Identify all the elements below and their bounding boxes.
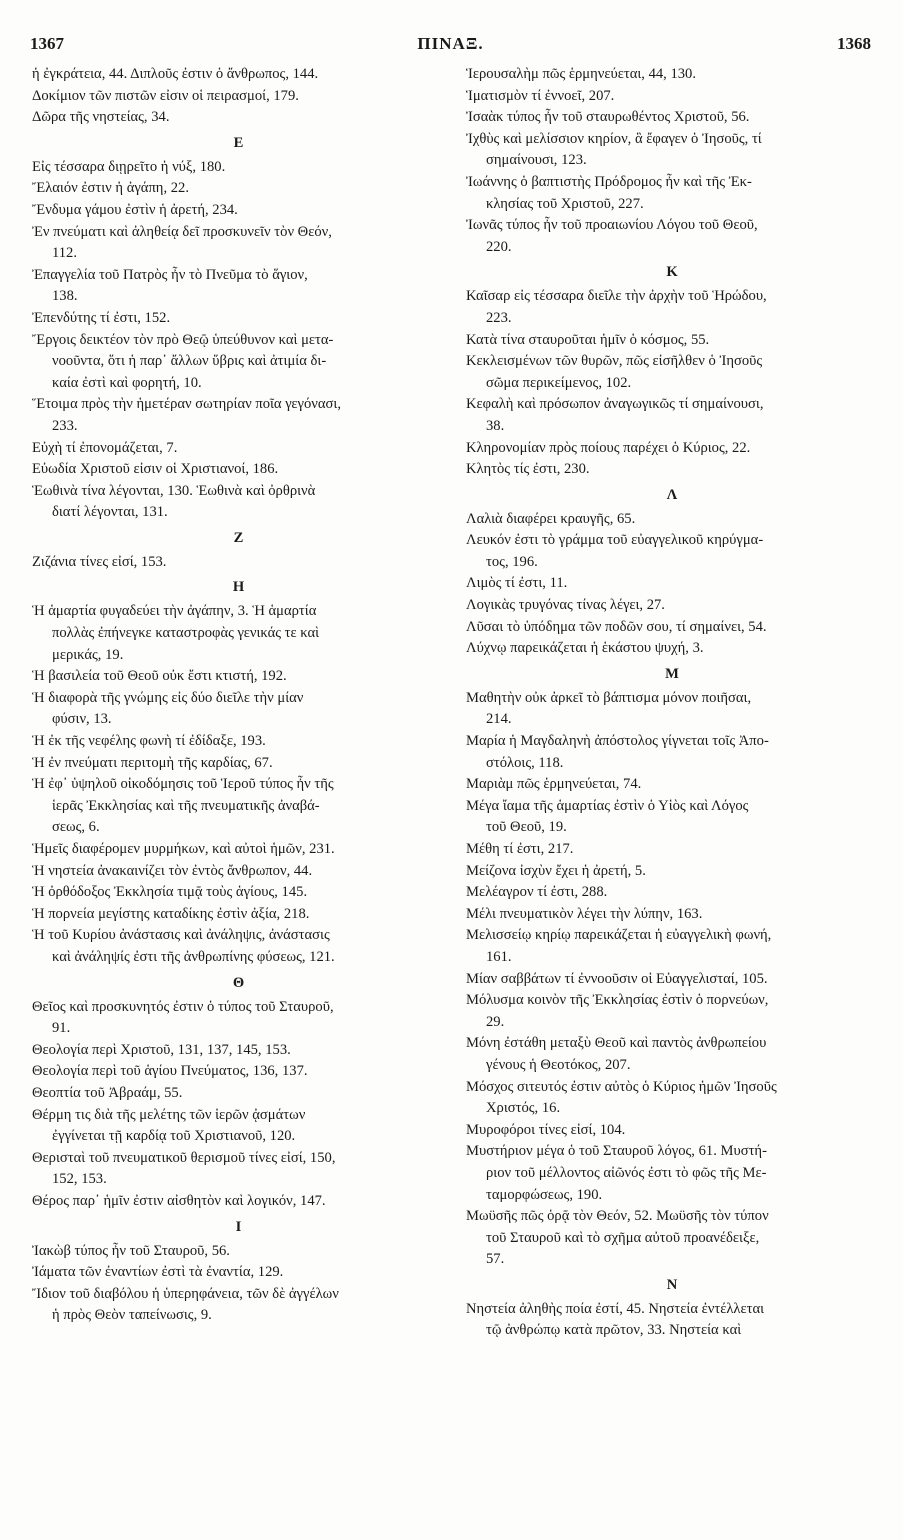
index-entry-continuation: τῷ ἀνθρώπῳ κατὰ πρῶτον, 33. Νηστεία καὶ (486, 1322, 742, 1339)
section-letter: Ν (666, 1276, 678, 1293)
index-entry-continuation: 112. (52, 245, 77, 262)
index-entry: Ἱερουσαλὴμ πῶς ἑρμηνεύεται, 44, 130. (466, 66, 697, 82)
index-entry: Ἐν πνεύματι καὶ ἀληθείᾳ δεῖ προσκυνεῖν τὸν Θεόν, (32, 223, 332, 240)
section-letter: Λ (666, 486, 678, 503)
left-column (32, 64, 445, 1534)
page-header (30, 34, 871, 58)
index-entry: ἡ ἐγκράτεια, 44. Διπλοῦς ἐστιν ὁ ἄνθρωπος, 144. (32, 66, 319, 82)
index-entry-continuation: ἡ πρὸς Θεὸν ταπείνωσις, 9. (52, 1307, 212, 1324)
index-entry: Θεολογία περὶ Χριστοῦ, 131, 137, 145, 153. (32, 1041, 291, 1058)
index-entry: Μυστήριον μέγα ὁ τοῦ Σταυροῦ λόγος, 61. Μυστή- (466, 1143, 767, 1160)
index-entry-continuation: ἐγγίνεται τῇ καρδίᾳ τοῦ Χριστιανοῦ, 120. (52, 1128, 296, 1145)
index-entry: Δῶρα τῆς νηστείας, 34. (32, 109, 170, 126)
index-entry: Θέρμη τις διὰ τῆς μελέτης τῶν ἱερῶν ᾀσμάτων (32, 1106, 306, 1123)
index-entry-continuation: 57. (486, 1251, 505, 1268)
index-entry: Μελισσείῳ κηρίῳ παρεικάζεται ἡ εὐαγγελικὴ φωνή, (466, 927, 772, 944)
index-entry-continuation: τοῦ Θεοῦ, 19. (486, 819, 567, 836)
index-entry: Ζιζάνια τίνες εἰσί, 153. (32, 553, 167, 570)
index-entry-continuation: 214. (486, 711, 512, 728)
index-entry: Ἔλαιόν ἐστιν ἡ ἀγάπη, 22. (32, 180, 189, 197)
index-entry: Λευκόν ἐστι τὸ γράμμα τοῦ εὐαγγελικοῦ κηρύγμα- (466, 532, 764, 549)
index-entry-continuation: καία ἐστὶ καὶ φορητή, 10. (52, 374, 202, 391)
right-page-number: 1368 (837, 34, 871, 53)
index-entry: Ἰωνᾶς τύπος ἦν τοῦ προαιωνίου Λόγου τοῦ Θεοῦ, (466, 217, 758, 234)
index-entry-continuation: τοῦ Σταυροῦ καὶ τὸ σχῆμα αὐτοῦ προανέδειξε, (486, 1229, 760, 1246)
index-entry-continuation: 223. (486, 309, 512, 326)
index-entry: Ἡ νηστεία ἀνακαινίζει τὸν ἐντὸς ἄνθρωπον, 44. (32, 862, 313, 879)
index-entry-continuation: τος, 196. (486, 553, 538, 570)
index-entry: Λογικὰς τρυγόνας τίνας λέγει, 27. (466, 597, 665, 614)
index-entry: Εὐχὴ τί ἐπονομάζεται, 7. (32, 439, 178, 456)
index-entry-continuation: 233. (52, 417, 78, 434)
index-entry-continuation: 38. (486, 417, 505, 434)
index-entry: Θέρος παρ᾽ ἡμῖν ἐστιν αἰσθητὸν καὶ λογικόν, 147. (32, 1192, 326, 1209)
index-entry: Μείζονα ἰσχὺν ἔχει ἡ ἀρετή, 5. (466, 862, 646, 879)
index-entry: Ἕτοιμα πρὸς τὴν ἡμετέραν σωτηρίαν ποῖα γεγόνασι, (32, 396, 341, 413)
index-entry-continuation: 220. (486, 238, 512, 255)
index-entry: Ἱματισμὸν τί ἐννοεῖ, 207. (466, 87, 615, 104)
index-entry-continuation: σεως, 6. (52, 819, 100, 836)
index-entry-continuation: στόλοις, 118. (486, 754, 564, 771)
index-entry-continuation: 91. (52, 1020, 71, 1037)
index-entry: Μωϋσῆς πῶς ὁρᾷ τὸν Θεόν, 52. Μωϋσῆς τὸν τύπον (466, 1208, 769, 1225)
index-entry: Κεκλεισμένων τῶν θυρῶν, πῶς εἰσῆλθεν ὁ Ἰησοῦς (466, 353, 763, 370)
index-entry: Ἡ τοῦ Κυρίου ἀνάστασις καὶ ἀνάληψις, ἀνάστασις (32, 927, 330, 944)
index-entry: Κληρονομίαν πρὸς ποίους παρέχει ὁ Κύριος, 22. (466, 439, 751, 456)
index-entry-continuation: Χριστός, 16. (486, 1100, 561, 1117)
index-entry: Ἡ ἁμαρτία φυγαδεύει τὴν ἀγάπην, 3. Ἡ ἁμαρτία (32, 603, 317, 620)
index-entry-continuation: καὶ ἀνάληψίς ἐστι τῆς ἀνθρωπίνης φύσεως, 121. (52, 948, 335, 965)
index-entry: Ἰακὼβ τύπος ἦν τοῦ Σταυροῦ, 56. (32, 1242, 230, 1259)
index-entry: Μόσχος σιτευτός ἐστιν αὐτὸς ὁ Κύριος ἡμῶν Ἰησοῦς (466, 1078, 777, 1095)
index-entry: Εὐωδία Χριστοῦ εἰσιν οἱ Χριστιανοί, 186. (32, 461, 279, 478)
index-entry: Ἡ πορνεία μεγίστης καταδίκης ἐστὶν ἀξία, 218. (32, 905, 310, 922)
index-entry: Ἰάματα τῶν ἐναντίων ἐστὶ τὰ ἐναντία, 129. (32, 1264, 284, 1281)
index-entry: Ἰχθὺς καὶ μελίσσιον κηρίον, ἃ ἔφαγεν ὁ Ἰησοῦς, τί (466, 130, 762, 147)
index-entry: Μυροφόροι τίνες εἰσί, 104. (466, 1121, 626, 1138)
page-title: ΠΙΝΑΞ. (417, 34, 484, 53)
index-entry-continuation: 161. (486, 948, 512, 965)
index-entry-continuation: γένους ἡ Θεοτόκος, 207. (486, 1056, 631, 1073)
index-entry-continuation: ἱερᾶς Ἐκκλησίας καὶ τῆς πνευματικῆς ἀναβά- (52, 797, 320, 814)
index-entry: Θεοπτία τοῦ Ἀβραάμ, 55. (32, 1084, 183, 1101)
index-entry: Ἡ βασιλεία τοῦ Θεοῦ οὐκ ἔστι κτιστή, 192. (32, 668, 287, 685)
index-entry: Δοκίμιον τῶν πιστῶν εἰσιν οἱ πειρασμοί, 179. (32, 87, 299, 104)
index-entry: Μαθητὴν οὐκ ἀρκεῖ τὸ βάπτισμα μόνον ποιῆσαι, (466, 689, 752, 706)
index-entry-continuation: 152, 153. (52, 1171, 107, 1188)
index-entry-continuation: κλησίας τοῦ Χριστοῦ, 227. (486, 195, 644, 212)
index-entry: Νηστεία ἀληθὴς ποία ἐστί, 45. Νηστεία ἐντέλλεται (466, 1300, 765, 1317)
section-letter: Ι (235, 1218, 242, 1235)
section-letter: Κ (666, 264, 678, 281)
index-entry: Θεῖος καὶ προσκυνητός ἐστιν ὁ τύπος τοῦ Σταυροῦ, (32, 998, 334, 1015)
index-entry: Θεολογία περὶ τοῦ ἁγίου Πνεύματος, 136, 137. (32, 1063, 308, 1080)
section-letter: Μ (665, 665, 679, 682)
left-page-number: 1367 (30, 34, 64, 53)
index-entry: Λύχνῳ παρεικάζεται ἡ ἑκάστου ψυχή, 3. (466, 640, 704, 657)
index-entry: Μελέαγρον τί ἐστι, 288. (466, 884, 608, 901)
index-entry: Ἐπενδύτης τί ἐστι, 152. (32, 309, 171, 326)
index-entry-continuation: 29. (486, 1013, 505, 1030)
index-entry: Ἰωάννης ὁ βαπτιστὴς Πρόδρομος ἦν καὶ τῆς Ἐκ- (466, 173, 752, 190)
section-letter: Η (232, 579, 245, 596)
index-entry: Ἔνδυμα γάμου ἐστὶν ἡ ἀρετή, 234. (32, 201, 238, 218)
index-entry: Μόνη ἐστάθη μεταξὺ Θεοῦ καὶ παντὸς ἀνθρωπείου (466, 1035, 767, 1052)
index-entry: Μέθη τί ἐστι, 217. (466, 841, 574, 857)
index-entry: Εἰς τέσσαρα διῃρεῖτο ἡ νύξ, 180. (32, 158, 226, 175)
index-entry-continuation: σημαίνουσι, 123. (486, 152, 587, 169)
section-letter: Ε (233, 134, 244, 151)
index-entry-continuation: διατί λέγονται, 131. (52, 504, 168, 521)
index-entry-continuation: φύσιν, 13. (52, 711, 112, 728)
index-entry: Θερισταὶ τοῦ πνευματικοῦ θερισμοῦ τίνες εἰσί, 150, (32, 1149, 336, 1166)
index-entry-continuation: νοοῦντα, ὅτι ἡ παρ᾽ ἄλλων ὕβρις καὶ ἀτιμία δι- (52, 353, 327, 370)
index-entry-continuation: ριον τοῦ μέλλοντος αἰῶνός ἐστι τὸ φῶς τῆς Με- (486, 1164, 767, 1181)
index-entry-continuation: πολλὰς ἐπήνεγκε καταστροφὰς γενικάς τε καὶ (52, 625, 320, 642)
index-entry-continuation: ταμορφώσεως, 190. (486, 1186, 603, 1203)
section-letter: Θ (232, 974, 245, 991)
index-entry: Μέγα ἴαμα τῆς ἁμαρτίας ἐστὶν ὁ Υἱὸς καὶ Λόγος (466, 797, 749, 814)
right-column (466, 64, 878, 1534)
index-entry: Μίαν σαββάτων τί ἐννοοῦσιν οἱ Εὐαγγελισταί, 105. (466, 970, 768, 987)
index-entry-continuation: σῶμα περικείμενος, 102. (486, 374, 632, 391)
index-entry: Ἡ ὀρθόδοξος Ἐκκλησία τιμᾷ τοὺς ἁγίους, 145. (32, 884, 308, 901)
index-entry: Ἡ ἐν πνεύματι περιτομὴ τῆς καρδίας, 67. (32, 754, 273, 771)
index-entry: Ἡ ἐφ᾽ ὑψηλοῦ οἰκοδόμησις τοῦ Ἱεροῦ τύπος ἦν τῆς (32, 776, 334, 793)
index-entry: Ἡμεῖς διαφέρομεν μυρμήκων, καὶ αὐτοὶ ἡμῶν, 231. (32, 841, 335, 857)
index-entry: Ἡ διαφορὰ τῆς γνώμης εἰς δύο διεῖλε τὴν μίαν (32, 689, 304, 706)
index-entry: Ἡ ἐκ τῆς νεφέλης φωνὴ τί ἐδίδαξε, 193. (32, 733, 266, 750)
index-entry: Κατὰ τίνα σταυροῦται ἡμῖν ὁ κόσμος, 55. (466, 331, 710, 348)
index-entry: Λῦσαι τὸ ὑπόδημα τῶν ποδῶν σου, τί σημαίνει, 54. (466, 618, 767, 635)
index-entry: Ἔργοις δεικτέον τὸν πρὸ Θεῷ ὑπεύθυνον καὶ μετα- (32, 331, 334, 348)
index-entry: Κεφαλὴ καὶ πρόσωπον ἀναγωγικῶς τί σημαίνουσι, (466, 396, 764, 413)
index-entry: Μαρία ἡ Μαγδαληνὴ ἀπόστολος γίγνεται τοῖς Ἀπο- (466, 733, 769, 750)
index-entry: Λιμὸς τί ἐστι, 11. (466, 575, 568, 592)
index-entry: Ἐπαγγελία τοῦ Πατρὸς ἦν τὸ Πνεῦμα τὸ ἅγιον, (32, 266, 308, 283)
section-letter: Ζ (233, 529, 244, 546)
index-entry: Λαλιὰ διαφέρει κραυγῆς, 65. (466, 510, 636, 527)
index-entry: Καῖσαρ εἰς τέσσαρα διεῖλε τὴν ἀρχὴν τοῦ Ἡρώδου, (466, 288, 767, 305)
index-entry-continuation: 138. (52, 288, 78, 305)
index-entry-continuation: μερικάς, 19. (52, 646, 124, 663)
index-entry: Ἑωθινὰ τίνα λέγονται, 130. Ἑωθινὰ καὶ ὀρθρινὰ (32, 482, 316, 499)
index-entry: Ἰσαὰκ τύπος ἦν τοῦ σταυρωθέντος Χριστοῦ, 56. (466, 109, 750, 126)
index-entry: Μαριὰμ πῶς ἑρμηνεύεται, 74. (466, 776, 642, 793)
index-entry: Ἴδιον τοῦ διαβόλου ἡ ὑπερηφάνεια, τῶν δὲ ἀγγέλων (32, 1285, 339, 1302)
index-entry: Μόλυσμα κοινὸν τῆς Ἐκκλησίας ἐστὶν ὁ πορνεύων, (466, 992, 769, 1009)
index-entry: Μέλι πνευματικὸν λέγει τὴν λύπην, 163. (466, 905, 703, 922)
index-entry: Κλητὸς τίς ἐστι, 230. (466, 461, 590, 478)
